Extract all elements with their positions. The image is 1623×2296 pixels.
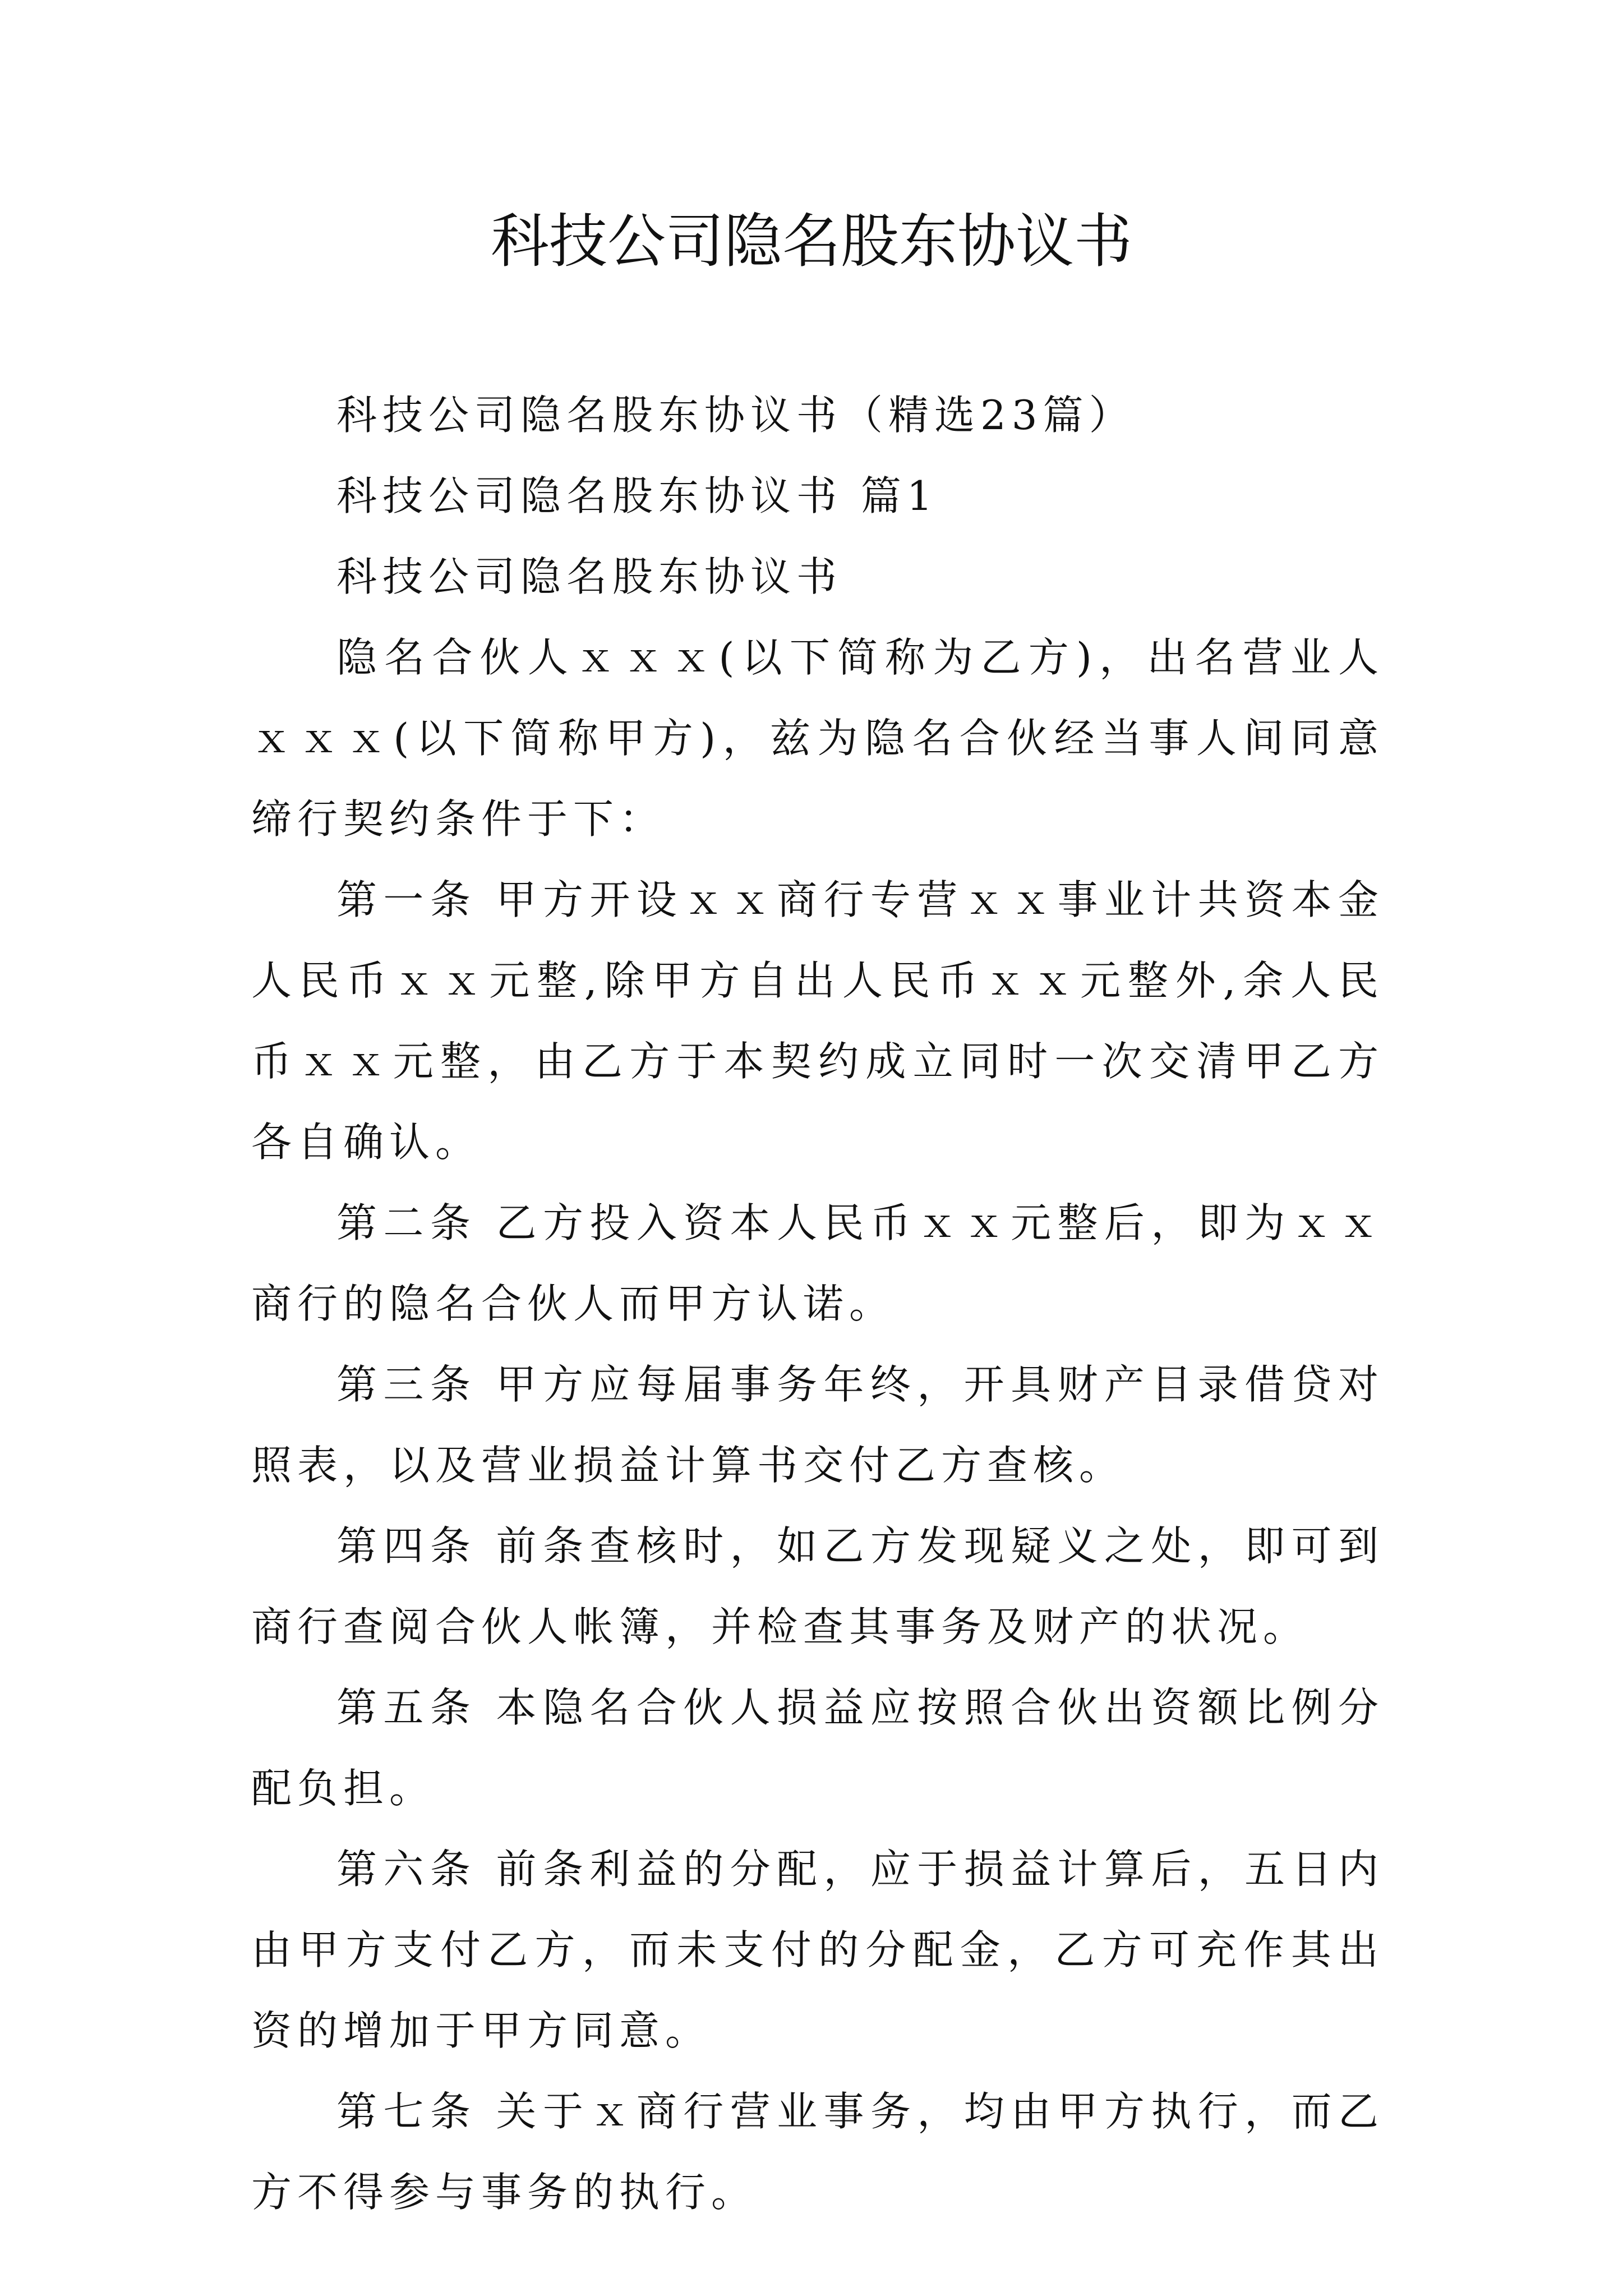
paragraph-section-title: 科技公司隐名股东协议书 篇1 bbox=[336, 472, 938, 519]
paragraph-heading-selection: 科技公司隐名股东协议书（精选23篇） bbox=[336, 392, 1135, 439]
document-body bbox=[251, 375, 1384, 2233]
paragraph-article-3: 第三条 甲方应每届事务年终，开具财产目录借贷对照表，以及营业损益计算书交付乙方查核。 bbox=[251, 1361, 1384, 1489]
paragraph-article-6: 第六条 前条利益的分配，应于损益计算后，五日内由甲方支付乙方，而未支付的分配金，乙方可充作其出资的增加于甲方同意。 bbox=[251, 1846, 1384, 2054]
document-title: 科技公司隐名股东协议书 bbox=[490, 207, 1132, 275]
paragraph-article-7: 第七条 关于ｘ商行营业事务，均由甲方执行，而乙方不得参与事务的执行。 bbox=[251, 2088, 1384, 2216]
paragraph-article-1: 第一条 甲方开设ｘｘ商行专营ｘｘ事业计共资本金人民币ｘｘ元整,除甲方自出人民币ｘｘ元整外,余人民币ｘｘ元整，由乙方于本契约成立同时一次交清甲乙方各自确认。 bbox=[251, 876, 1384, 1166]
paragraph-preamble: 隐名合伙人ｘｘｘ(以下简称为乙方)，出名营业人ｘｘｘ(以下简称甲方)，兹为隐名合伙经当事人间同意缔行契约条件于下： bbox=[251, 634, 1384, 843]
paragraph-article-4: 第四条 前条查核时，如乙方发现疑义之处，即可到商行查阅合伙人帐簿，并检查其事务及财产的状况。 bbox=[251, 1522, 1384, 1650]
paragraph-agreement-name: 科技公司隐名股东协议书 bbox=[336, 553, 843, 600]
paragraph-article-5: 第五条 本隐名合伙人损益应按照合伙出资额比例分配负担。 bbox=[251, 1684, 1384, 1812]
paragraph-article-2: 第二条 乙方投入资本人民币ｘｘ元整后，即为ｘｘ商行的隐名合伙人而甲方认诺。 bbox=[251, 1199, 1384, 1327]
